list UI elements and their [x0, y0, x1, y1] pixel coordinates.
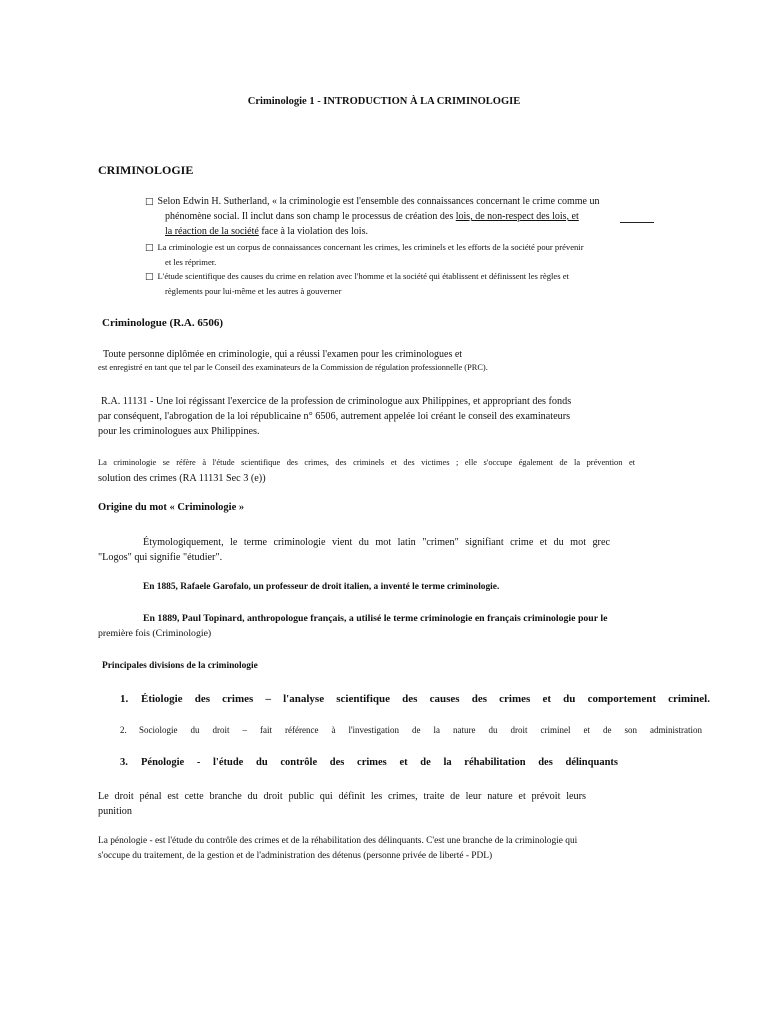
etymo-line1: Étymologiquement, le terme criminologie vient du mot latin "crimen" signifiant crime et du mot grec	[143, 537, 610, 548]
division-1-text: Étiologie des crimes – l'analyse scientifique des causes des crimes et du comportement criminel.	[141, 693, 710, 705]
section-heading-criminologie: CRIMINOLOGIE	[98, 163, 194, 177]
underlined-phrase: la réaction de la société	[165, 226, 259, 237]
droit-penal-line1: Le droit pénal est cette branche du droit public qui définit les crimes, traite de leur nature et prévoit leurs	[98, 791, 586, 802]
topinard-line1: En 1889, Paul Topinard, anthropologue français, a utilisé le terme criminologie en français criminologie pour le	[143, 613, 608, 624]
division-1-number: 1.	[120, 693, 129, 705]
heading-origine: Origine du mot « Criminologie »	[98, 502, 245, 513]
droit-penal-line2: punition	[98, 806, 132, 817]
division-2-text: Sociologie du droit – fait référence à l'investigation de la nature du droit criminel et de son administration	[139, 725, 702, 735]
heading-criminologue: Criminologue (R.A. 6506)	[102, 317, 223, 329]
underlined-phrase: lois, de non-respect des lois, et	[455, 211, 579, 222]
ra11131-line2: par conséquent, l'abrogation de la loi républicaine n° 6506, autrement appelée loi créant le conseil des examinateurs	[98, 411, 571, 422]
heading-divisions: Principales divisions de la criminologie	[102, 661, 258, 671]
ra11131-line3: pour les criminologues aux Philippines.	[98, 426, 260, 437]
scope-line1: La criminologie se réfère à l'étude scientifique des crimes, des criminels et des victimes ; elle s'occupe également de la prévention et	[98, 458, 635, 467]
bullet-1-line2: phénomène social. Il inclut dans son champ le processus de création des lois, de non-respect des lois, et	[165, 211, 579, 222]
criminologue-def-line2: est enregistré en tant que tel par le Conseil des examinateurs de la Commission de régulation professionnelle (PRC).	[98, 363, 488, 372]
scope-line2: solution des crimes (RA 11131 Sec 3 (e))	[98, 473, 266, 484]
bullet-1-line1: □ Selon Edwin H. Sutherland, « la criminologie est l'ensemble des connaissances concernant le crime comme un	[145, 196, 600, 207]
criminologue-def-line1: Toute personne diplômée en criminologie, qui a réussi l'examen pour les criminologues et	[103, 349, 463, 360]
garofalo-line: En 1885, Rafaele Garofalo, un professeur de droit italien, a inventé le terme criminologie.	[143, 582, 500, 592]
division-2-number: 2.	[120, 725, 127, 735]
checkbox-bullet-icon: □	[145, 243, 154, 253]
document-title: Criminologie 1 - INTRODUCTION À LA CRIMINOLOGIE	[247, 96, 521, 107]
ra11131-line1: R.A. 11131 - Une loi régissant l'exercice de la profession de criminologue aux Philippines, et appropriant des fonds	[101, 396, 572, 407]
bullet-1-line3: la réaction de la société face à la violation des lois.	[165, 226, 368, 237]
bullet-3-line2: règlements pour lui-même et les autres à gouverner	[165, 286, 342, 296]
underline-extension	[620, 222, 654, 223]
bullet-2-line2: et les réprimer.	[165, 257, 217, 267]
division-3-number: 3.	[120, 757, 128, 768]
checkbox-bullet-icon: □	[145, 197, 154, 207]
bullet-3-line1: □ L'étude scientifique des causes du crime en relation avec l'homme et la société qui établissent et définissent les règles et	[145, 271, 569, 282]
topinard-line2: première fois (Criminologie)	[98, 628, 212, 639]
bullet-2-line1: □ La criminologie est un corpus de connaissances concernant les crimes, les criminels et les efforts de la société pour prévenir	[145, 242, 584, 253]
checkbox-bullet-icon: □	[145, 272, 154, 282]
division-3-text: Pénologie - l'étude du contrôle des crimes et de la réhabilitation des délinquants	[141, 757, 618, 768]
etymo-line2: "Logos" qui signifie "étudier".	[98, 552, 223, 563]
penologie-line1: La pénologie - est l'étude du contrôle des crimes et de la réhabilitation des délinquants. C'est une branche de la criminologie qui	[98, 836, 578, 846]
penologie-line2: s'occupe du traitement, de la gestion et de l'administration des détenus (personne privée de liberté - PDL)	[98, 851, 493, 861]
